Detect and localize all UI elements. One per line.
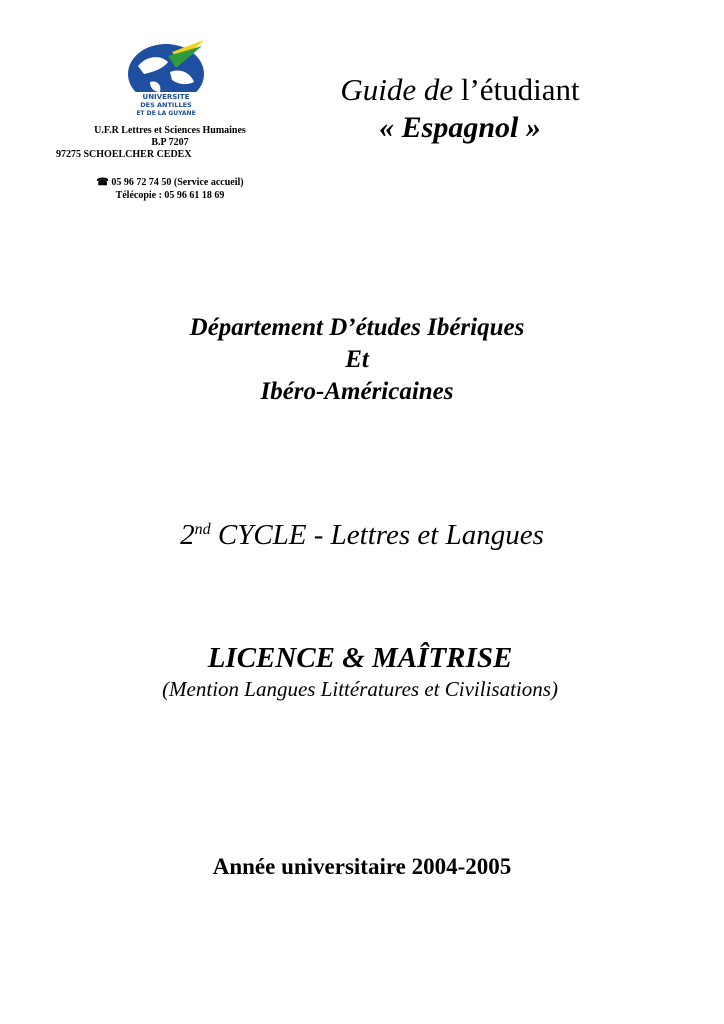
logo-line2: DES ANTILLES xyxy=(140,101,192,109)
guide-word: Guide xyxy=(340,72,424,107)
cycle-suffix: nd xyxy=(194,521,211,538)
cycle-label: CYCLE - Lettres et Langues xyxy=(210,519,544,551)
department-line3: Ibéro-Américaines xyxy=(260,378,454,405)
cycle-title xyxy=(0,512,724,553)
cycle-number: 2 xyxy=(180,519,195,551)
academic-year: Année universitaire 2004-2005 xyxy=(212,854,512,879)
department-line1: Département D’études Ibériques xyxy=(189,314,525,341)
phone-number: 05 96 72 74 50 (Service accueil) xyxy=(111,177,244,188)
university-logo xyxy=(120,38,210,118)
contact-info xyxy=(50,176,290,202)
phone-line xyxy=(50,176,290,189)
guide-title xyxy=(310,72,610,108)
telephone-icon: ☎ xyxy=(96,177,109,188)
department-title xyxy=(0,312,714,408)
diploma-title: LICENCE & MAÎTRISE xyxy=(207,642,513,674)
guide-de: de xyxy=(423,72,454,107)
logo-line3: ET DE LA GUYANE xyxy=(136,110,196,117)
university-logo-icon xyxy=(120,38,210,118)
ufr-bp: B.P 7207 xyxy=(151,137,189,148)
fax-number: Télécopie : 05 96 61 18 69 xyxy=(115,190,225,201)
guide-subject: « Espagnol » xyxy=(379,111,541,144)
logo-line1: UNIVERSITE xyxy=(142,93,190,101)
ufr-address xyxy=(50,125,290,161)
guide-rest: l’étudiant xyxy=(453,72,580,107)
department-line2: Et xyxy=(345,346,369,373)
ufr-name: U.F.R Lettres et Sciences Humaines xyxy=(94,125,246,136)
diploma-mention: (Mention Langues Littératures et Civilisations) xyxy=(162,677,558,701)
ufr-city: 97275 SCHOELCHER CEDEX xyxy=(56,149,192,160)
